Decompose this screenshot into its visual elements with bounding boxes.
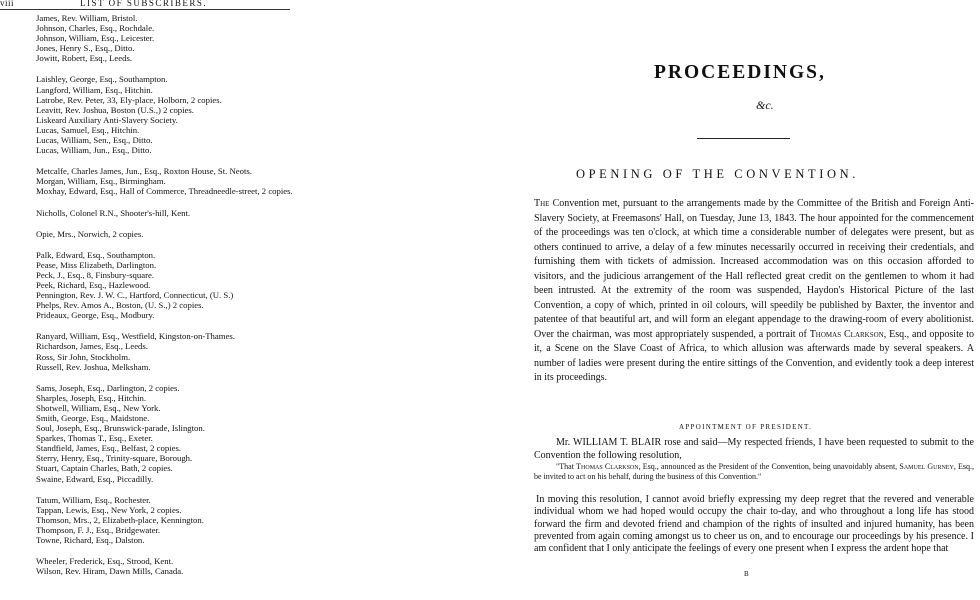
subscriber-entry: Tappan, Lewis, Esq., New York, 2 copies. bbox=[36, 504, 182, 515]
subscriber-entry: Stuart, Captain Charles, Bath, 2 copies. bbox=[36, 463, 173, 474]
opening-paragraph bbox=[534, 197, 974, 386]
subscriber-group bbox=[36, 556, 486, 576]
subscriber-entry: Lucas, William, Jun., Esq., Ditto. bbox=[36, 145, 152, 156]
subscriber-entry: Langford, William, Esq., Hitchin. bbox=[36, 84, 153, 95]
subscriber-entry: Towne, Richard, Esq., Dalston. bbox=[36, 535, 145, 546]
subscriber-entry: Soul, Joseph, Esq., Brunswick-parade, Islington. bbox=[36, 423, 205, 434]
subscriber-entry: Phelps, Rev. Amos A., Boston, (U. S.,) 2 copies. bbox=[36, 300, 204, 311]
subscriber-entry: Moxhay, Edward, Esq., Hall of Commerce, Threadneedle-street, 2 copies. bbox=[36, 186, 293, 197]
subscriber-group bbox=[36, 166, 486, 196]
page-title: PROCEEDINGS, bbox=[654, 62, 826, 83]
running-title: LIST OF SUBSCRIBERS. bbox=[80, 0, 208, 8]
subscriber-entry: Palk, Edward, Esq., Southampton. bbox=[36, 249, 156, 260]
paragraph-text-b: , Esq., and opposite to it, a Scene on the Slave Coast of Africa, to which allusion was afterwards made by several speakers. A number of ladies were present during the entire sittings of the Convention, and evidently took a deep interest in its proceedings. bbox=[534, 328, 974, 383]
subscriber-entry: Metcalfe, Charles James, Jun., Esq., Roxton House, St. Neots. bbox=[36, 166, 252, 177]
header-rule bbox=[0, 9, 290, 10]
speech-intro: Mr. WILLIAM T. BLAIR rose and said—My respected friends, I have been requested to submit to the Convention the following resolution, bbox=[534, 437, 974, 461]
subscriber-entry: Leavitt, Rev. Joshua, Boston (U.S.,) 2 copies. bbox=[36, 104, 194, 115]
page-subtitle: &c. bbox=[756, 98, 774, 112]
subscriber-entry: Sharples, Joseph, Esq., Hitchin. bbox=[36, 392, 147, 403]
subscriber-entry: Richardson, James, Esq., Leeds. bbox=[36, 341, 148, 352]
subscriber-entry: Tatum, William, Esq., Rochester. bbox=[36, 494, 151, 505]
subscriber-group bbox=[36, 74, 486, 155]
subscriber-entry: Prideaux, George, Esq., Modbury. bbox=[36, 310, 155, 321]
subscriber-group bbox=[36, 250, 486, 321]
subscriber-entry: Laishley, George, Esq., Southampton. bbox=[36, 74, 168, 85]
subscriber-entry: Sparkes, Thomas T., Esq., Exeter. bbox=[36, 433, 153, 444]
subscriber-entry: Morgan, William, Esq., Birmingham. bbox=[36, 176, 166, 187]
paragraph-name: Thomas Clarkson bbox=[809, 328, 884, 340]
subscriber-entry: Pennington, Rev. J. W. C., Hartford, Connecticut, (U. S.) bbox=[36, 290, 234, 301]
subscriber-entry: Pease, Miss Elizabeth, Darlington. bbox=[36, 259, 157, 270]
subscriber-group bbox=[36, 495, 486, 545]
resolution-name-2: Samuel Gurney bbox=[899, 462, 954, 471]
subscriber-entry: Thompson, F. J., Esq., Bridgewater. bbox=[36, 524, 161, 535]
subscriber-entry: Wilson, Rev. Hiram, Dawn Mills, Canada. bbox=[36, 566, 184, 577]
subscriber-entry: Lucas, William, Sen., Esq., Ditto. bbox=[36, 135, 153, 146]
subscriber-entry: Opie, Mrs., Norwich, 2 copies. bbox=[36, 228, 144, 239]
subscriber-entry: Lucas, Samuel, Esq., Hitchin. bbox=[36, 124, 140, 135]
title-rule bbox=[697, 138, 790, 139]
subscriber-entry: Wheeler, Frederick, Esq., Strood, Kent. bbox=[36, 556, 174, 567]
resolution-name-1: Thomas Clarkson bbox=[576, 462, 639, 471]
subscriber-entry: Jowitt, Robert, Esq., Leeds. bbox=[36, 53, 133, 64]
resolution-text-b: , Esq., announced as the President of the Convention, being unavoidably absent, bbox=[638, 462, 900, 471]
subscriber-entry: Latrobe, Rev. Peter, 33, Ely-place, Holborn, 2 copies. bbox=[36, 94, 222, 105]
subscriber-entry: Nicholls, Colonel R.N., Shooter's-hill, Kent. bbox=[36, 207, 191, 218]
subscriber-entry: Peck, J., Esq., 8, Finsbury-square. bbox=[36, 269, 154, 280]
subscriber-entry: James, Rev. William, Bristol. bbox=[36, 13, 138, 23]
resolution-text-c: , Esq., be invited to act on his behalf, during the business of this Convention." bbox=[534, 462, 975, 481]
subscriber-group bbox=[36, 208, 486, 218]
subscriber-entry: Thomson, Mrs., 2, Elizabeth-place, Kennington. bbox=[36, 514, 204, 525]
subscriber-entry: Sams, Joseph, Esq., Darlington, 2 copies. bbox=[36, 382, 180, 393]
subscriber-entry: Swaine, Edward, Esq., Piccadilly. bbox=[36, 473, 154, 484]
subscriber-entry: Shotwell, William, Esq., New York. bbox=[36, 402, 161, 413]
subscriber-list bbox=[36, 13, 486, 587]
signature-mark: B bbox=[744, 570, 749, 578]
page-number: viii bbox=[0, 0, 15, 8]
subscriber-group bbox=[36, 383, 486, 484]
right-page bbox=[534, 0, 980, 600]
subscriber-group bbox=[36, 331, 486, 371]
subscriber-entry: Ross, Sir John, Stockholm. bbox=[36, 351, 131, 362]
subscriber-entry: Liskeard Auxiliary Anti-Slavery Society. bbox=[36, 114, 178, 125]
appointment-heading: APPOINTMENT OF PRESIDENT. bbox=[679, 423, 813, 431]
paragraph-text-a: Convention met, pursuant to the arrangements made by the Committee of the British and Foreign Anti-Slavery Society, at Freemasons' Hall, on Tuesday, June 13, 1843. The hour appointed for the commencement of the proceedings was ten o'clock, at which time a considerable number of delegates were present, but as others continued to arrive, a delay of a few minutes necessarily occurred in receiving their credentials, and furnishing them with tickets of admission. Increased accommodation was on this occasion afforded to visitors, and the judicious arrangement of the Hall reflected great credit on the gentlemen to whom it had been intrusted. At the extremity of the room was suspended, Haydon's Historical Picture of the last Convention, a copy of which, printed in oil colours, will speedily be published by Baxter, the inventor and patentee of that beautiful art, and will form an elegant appendage to the drawing-room of every abolitionist. Over the chairman, was most appropriately suspended, a portrait of bbox=[534, 198, 974, 340]
subscriber-entry: Johnson, William, Esq., Leicester. bbox=[36, 33, 155, 44]
speech-body: In moving this resolution, I cannot avoid briefly expressing my deep regret that the revered and venerable individual whom we had hoped would occupy the chair to-day, and who throughout a long life has stood forward the firm and devoted friend and champion of the rights of insulted and injured humanity, has been prevented from again coming amongst us to cheer us on, and to encourage our proceedings by his presence. I am confident that I only anticipate the feelings of every one present when I express the ardent hope that bbox=[534, 494, 974, 555]
subscriber-entry: Standfield, James, Esq., Belfast, 2 copies. bbox=[36, 443, 182, 454]
section-heading: OPENING OF THE CONVENTION. bbox=[576, 167, 859, 181]
resolution-text-a: "That bbox=[556, 462, 577, 471]
subscriber-entry: Johnson, Charles, Esq., Rochdale. bbox=[36, 23, 155, 34]
paragraph-lead: The bbox=[534, 198, 550, 209]
subscriber-entry: Smith, George, Esq., Maidstone. bbox=[36, 413, 150, 423]
subscriber-entry: Russell, Rev. Joshua, Melksham. bbox=[36, 361, 151, 372]
subscriber-group bbox=[36, 13, 486, 63]
subscriber-entry: Jones, Henry S., Esq., Ditto. bbox=[36, 43, 135, 54]
resolution-quote bbox=[534, 462, 974, 482]
subscriber-group bbox=[36, 229, 486, 239]
subscriber-entry: Sterry, Henry, Esq., Trinity-square, Borough. bbox=[36, 453, 193, 464]
subscriber-entry: Peek, Richard, Esq., Hazlewood. bbox=[36, 279, 151, 290]
subscriber-entry: Ranyard, William, Esq., Westfield, Kingston-on-Thames. bbox=[36, 331, 235, 342]
